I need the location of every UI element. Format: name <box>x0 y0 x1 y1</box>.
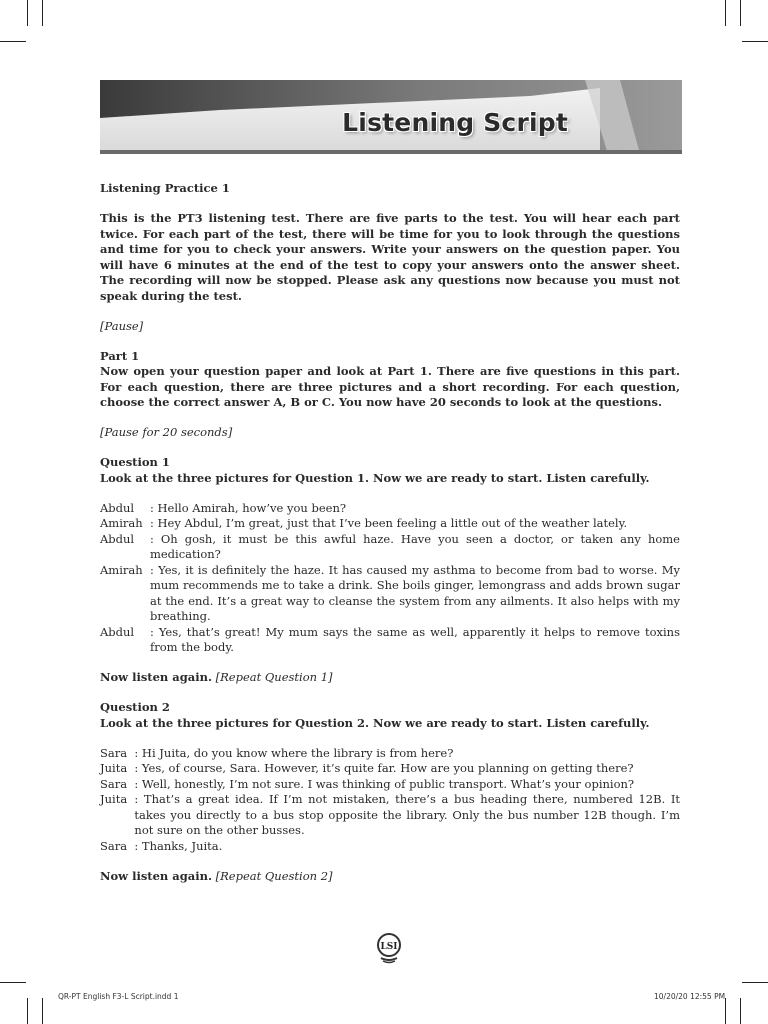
crop-mark <box>42 998 43 1024</box>
dialogue-line: : Yes, of course, Sara. However, it’s quite far. How are you planning on getting there? <box>134 761 634 775</box>
crop-mark <box>740 998 741 1024</box>
repeat-note: [Repeat Question 2] <box>215 868 333 883</box>
footer-filename: QR-PT English F3-L Script.indd 1 <box>58 992 179 1001</box>
speaker-name: Amirah <box>100 562 150 577</box>
intro-paragraph: This is the PT3 listening test. There are five parts to the test. You will hear each part twice. For each part of the test, there will be time for you to look through the questions and time for you to check your answers. Write your answers on the question paper. You will have 6 minutes at the end of the test to copy your answers onto the answer sheet. The recording will now be stopped. Please ask any questions now because you must not speak during the test. <box>100 211 680 303</box>
pause-note: [Pause for 20 seconds] <box>100 425 233 439</box>
pause-note: [Pause] <box>100 318 144 333</box>
page-title: Listening Script <box>342 108 568 137</box>
dialogue-line: : That’s a great idea. If I’m not mistaken, there’s a bus heading there, numbered 12B. It takes you directly to a bus stop opposite the library. Only the bus number 12B though. I’m not sure on the other busses. <box>134 792 680 837</box>
crop-mark <box>725 998 726 1024</box>
speaker-name: Juita <box>100 761 131 775</box>
speaker-name: Amirah <box>100 516 150 530</box>
script-body <box>100 181 680 884</box>
speaker-name: Sara <box>100 745 135 760</box>
question-instruction: Look at the three pictures for Question 1. Now we are ready to start. Listen carefully. <box>100 470 650 485</box>
speaker-name: Abdul <box>100 531 146 546</box>
listen-again-label: Now listen again. <box>100 670 212 684</box>
question-heading: Question 2 <box>100 700 170 714</box>
crop-mark <box>0 982 26 983</box>
listen-again-label: Now listen again. <box>100 868 212 883</box>
crop-mark <box>742 982 768 983</box>
question-heading: Question 1 <box>100 455 170 469</box>
question-instruction: Look at the three pictures for Question 2. Now we are ready to start. Listen carefully. <box>100 715 650 730</box>
publisher-logo <box>372 931 406 965</box>
dialogue-line: : Yes, that’s great! My mum says the same as well, apparently it helps to remove toxins from the body. <box>149 624 680 654</box>
speaker-name: Sara <box>100 776 135 791</box>
crop-mark <box>742 41 768 42</box>
dialogue-line: : Hello Amirah, how’ve you been? <box>149 500 347 515</box>
dialogue-line: : Hi Juita, do you know where the library is from here? <box>134 745 454 760</box>
dialogue <box>100 501 680 656</box>
repeat-note: [Repeat Question 1] <box>215 670 333 684</box>
crop-mark <box>42 0 43 26</box>
dialogue-line: : Oh gosh, it must be this awful haze. Have you seen a doctor, or taken any home medication? <box>149 531 680 561</box>
footer-datetime: 10/20/20 12:55 PM <box>654 992 726 1001</box>
part-heading: Part 1 <box>100 348 140 363</box>
speaker-name: Sara <box>100 838 135 853</box>
dialogue-line: : Well, honestly, I’m not sure. I was thinking of public transport. What’s your opinion? <box>134 776 635 791</box>
part-instructions: Now open your question paper and look at Part 1. There are five questions in this part. For each question, there are three pictures and a short recording. For each question, choose the correct answer A, B or C. You now have 20 seconds to look at the questions. <box>100 364 680 409</box>
crop-mark <box>27 0 28 26</box>
dialogue-line: : Thanks, Juita. <box>134 838 223 853</box>
crop-mark <box>0 41 26 42</box>
dialogue <box>100 746 680 855</box>
crop-mark <box>27 998 28 1024</box>
logo-text: LSI <box>380 942 398 952</box>
speaker-name: Abdul <box>100 624 146 639</box>
speaker-name: Abdul <box>100 500 146 515</box>
dialogue-line: : Hey Abdul, I’m great, just that I’ve been feeling a little out of the weather lately. <box>149 516 628 530</box>
listen-again-line <box>100 869 680 885</box>
listen-again-line <box>100 670 680 686</box>
crop-mark <box>740 0 741 26</box>
speaker-name: Juita <box>100 792 131 806</box>
crop-mark <box>725 0 726 26</box>
dialogue-line: : Yes, it is definitely the haze. It has caused my asthma to become from bad to worse. My mum recommends me to take a drink. She boils ginger, lemongrass and adds brown sugar at the end. It’s a great way to cleanse the system from any ailments. It also helps with my breathing. <box>149 562 680 623</box>
practice-title: Listening Practice 1 <box>100 181 230 195</box>
title-banner <box>100 80 682 154</box>
